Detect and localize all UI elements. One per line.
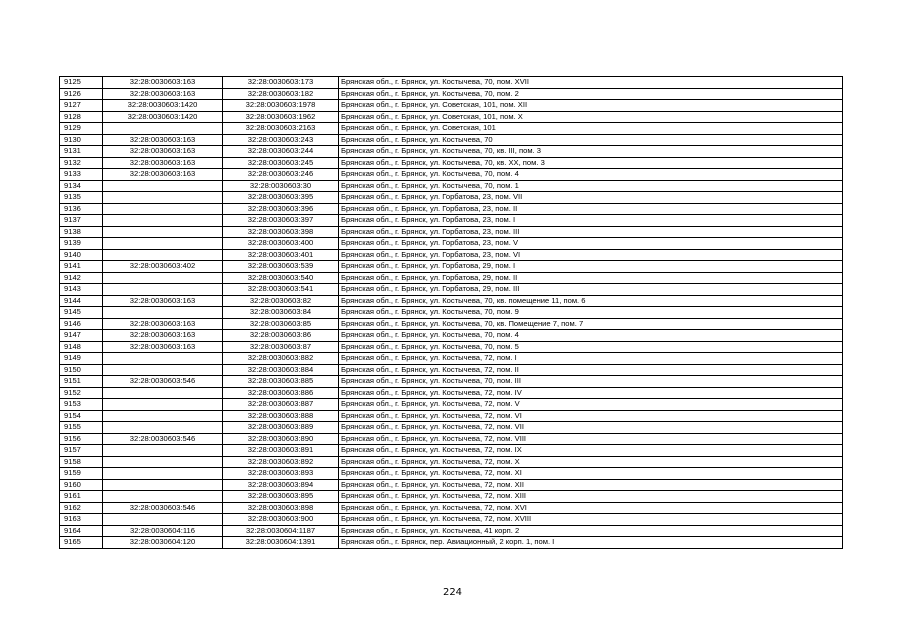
cadastral-number-cell: 32:28:0030603:891 [223,445,339,457]
row-number-cell: 9143 [60,284,103,296]
cadastral-number-cell: 32:28:0030603:894 [223,479,339,491]
parent-cadastral-number-cell: 32:28:0030603:1420 [103,111,223,123]
address-cell: Брянская обл., г. Брянск, ул. Костычева, 72, пом. II [339,364,843,376]
table-row [60,479,843,491]
cadastral-number-cell: 32:28:0030603:541 [223,284,339,296]
table-row [60,261,843,273]
address-cell: Брянская обл., г. Брянск, ул. Костычева, 72, пом. V [339,399,843,411]
parent-cadastral-number-cell [103,192,223,204]
parent-cadastral-number-cell [103,387,223,399]
address-cell: Брянская обл., г. Брянск, ул. Горбатова, 23, пом. VII [339,192,843,204]
address-cell: Брянская обл., г. Брянск, ул. Костычева, 72, пом. I [339,353,843,365]
row-number-cell: 9135 [60,192,103,204]
row-number-cell: 9149 [60,353,103,365]
table-row [60,514,843,526]
cadastral-number-cell: 32:28:0030603:889 [223,422,339,434]
cadastral-number-cell: 32:28:0030603:539 [223,261,339,273]
row-number-cell: 9164 [60,525,103,537]
parent-cadastral-number-cell [103,399,223,411]
row-number-cell: 9145 [60,307,103,319]
table-row [60,525,843,537]
table-row [60,445,843,457]
cadastral-number-cell: 32:28:0030603:243 [223,134,339,146]
table-row [60,180,843,192]
address-cell: Брянская обл., г. Брянск, ул. Горбатова, 29, пом. II [339,272,843,284]
cadastral-number-cell: 32:28:0030603:895 [223,491,339,503]
cadastral-number-cell: 32:28:0030603:397 [223,215,339,227]
parent-cadastral-number-cell: 32:28:0030603:163 [103,77,223,89]
table-row [60,192,843,204]
parent-cadastral-number-cell: 32:28:0030603:546 [103,502,223,514]
table-row [60,422,843,434]
row-number-cell: 9137 [60,215,103,227]
cadastral-number-cell: 32:28:0030604:1391 [223,537,339,549]
cadastral-number-cell: 32:28:0030603:246 [223,169,339,181]
cadastral-number-cell: 32:28:0030603:898 [223,502,339,514]
address-cell: Брянская обл., г. Брянск, ул. Костычева, 72, пом. VI [339,410,843,422]
cadastral-table [59,76,843,549]
row-number-cell: 9148 [60,341,103,353]
table-row [60,238,843,250]
row-number-cell: 9158 [60,456,103,468]
row-number-cell: 9136 [60,203,103,215]
row-number-cell: 9139 [60,238,103,250]
row-number-cell: 9163 [60,514,103,526]
table-row [60,134,843,146]
cadastral-number-cell: 32:28:0030603:887 [223,399,339,411]
cadastral-number-cell: 32:28:0030603:182 [223,88,339,100]
parent-cadastral-number-cell: 32:28:0030603:1420 [103,100,223,112]
table-row [60,169,843,181]
row-number-cell: 9132 [60,157,103,169]
address-cell: Брянская обл., г. Брянск, ул. Костычева, 70, кв. III, пом. 3 [339,146,843,158]
table-row [60,284,843,296]
table-row [60,307,843,319]
parent-cadastral-number-cell [103,364,223,376]
parent-cadastral-number-cell [103,238,223,250]
row-number-cell: 9138 [60,226,103,238]
address-cell: Брянская обл., г. Брянск, ул. Горбатова, 23, пом. V [339,238,843,250]
address-cell: Брянская обл., г. Брянск, ул. Костычева, 70 [339,134,843,146]
row-number-cell: 9133 [60,169,103,181]
cadastral-number-cell: 32:28:0030604:1187 [223,525,339,537]
table-row [60,111,843,123]
cadastral-number-cell: 32:28:0030603:87 [223,341,339,353]
address-cell: Брянская обл., г. Брянск, ул. Горбатова, 29, пом. III [339,284,843,296]
row-number-cell: 9161 [60,491,103,503]
parent-cadastral-number-cell [103,203,223,215]
table-row [60,203,843,215]
parent-cadastral-number-cell [103,180,223,192]
row-number-cell: 9126 [60,88,103,100]
parent-cadastral-number-cell: 32:28:0030603:402 [103,261,223,273]
parent-cadastral-number-cell [103,445,223,457]
table-row [60,376,843,388]
table-row [60,318,843,330]
cadastral-number-cell: 32:28:0030603:396 [223,203,339,215]
address-cell: Брянская обл., г. Брянск, ул. Костычева, 41 корп. 2 [339,525,843,537]
table-row [60,502,843,514]
table-row [60,77,843,89]
row-number-cell: 9146 [60,318,103,330]
parent-cadastral-number-cell [103,491,223,503]
row-number-cell: 9128 [60,111,103,123]
cadastral-number-cell: 32:28:0030603:401 [223,249,339,261]
table-row [60,353,843,365]
parent-cadastral-number-cell [103,468,223,480]
address-cell: Брянская обл., г. Брянск, ул. Костычева, 70, пом. 4 [339,169,843,181]
address-cell: Брянская обл., г. Брянск, ул. Костычева, 70, пом. 5 [339,341,843,353]
table-row [60,146,843,158]
parent-cadastral-number-cell: 32:28:0030603:163 [103,157,223,169]
table-row [60,387,843,399]
parent-cadastral-number-cell: 32:28:0030603:163 [103,146,223,158]
table-row [60,272,843,284]
address-cell: Брянская обл., г. Брянск, ул. Костычева, 72, пом. IX [339,445,843,457]
table-row [60,537,843,549]
row-number-cell: 9153 [60,399,103,411]
table-row [60,364,843,376]
cadastral-number-cell: 32:28:0030603:882 [223,353,339,365]
row-number-cell: 9162 [60,502,103,514]
table-row [60,249,843,261]
table-row [60,491,843,503]
cadastral-number-cell: 32:28:0030603:1962 [223,111,339,123]
address-cell: Брянская обл., г. Брянск, ул. Костычева, 70, кв. помещение 11, пом. 6 [339,295,843,307]
table-row [60,215,843,227]
parent-cadastral-number-cell [103,307,223,319]
cadastral-number-cell: 32:28:0030603:892 [223,456,339,468]
address-cell: Брянская обл., г. Брянск, ул. Костычева, 70, пом. III [339,376,843,388]
address-cell: Брянская обл., г. Брянск, ул. Костычева, 70, пом. 1 [339,180,843,192]
row-number-cell: 9144 [60,295,103,307]
parent-cadastral-number-cell [103,456,223,468]
row-number-cell: 9147 [60,330,103,342]
parent-cadastral-number-cell: 32:28:0030603:546 [103,433,223,445]
cadastral-number-cell: 32:28:0030603:395 [223,192,339,204]
address-cell: Брянская обл., г. Брянск, ул. Костычева, 72, пом. X [339,456,843,468]
cadastral-number-cell: 32:28:0030603:30 [223,180,339,192]
row-number-cell: 9140 [60,249,103,261]
table-row [60,100,843,112]
parent-cadastral-number-cell [103,284,223,296]
address-cell: Брянская обл., г. Брянск, ул. Костычева, 72, пом. XII [339,479,843,491]
cadastral-number-cell: 32:28:0030603:890 [223,433,339,445]
cadastral-number-cell: 32:28:0030603:84 [223,307,339,319]
parent-cadastral-number-cell [103,422,223,434]
row-number-cell: 9156 [60,433,103,445]
cadastral-number-cell: 32:28:0030603:86 [223,330,339,342]
address-cell: Брянская обл., г. Брянск, ул. Костычева, 70, пом. 9 [339,307,843,319]
cadastral-number-cell: 32:28:0030603:400 [223,238,339,250]
parent-cadastral-number-cell [103,249,223,261]
cadastral-number-cell: 32:28:0030603:85 [223,318,339,330]
cadastral-number-cell: 32:28:0030603:245 [223,157,339,169]
cadastral-number-cell: 32:28:0030603:244 [223,146,339,158]
address-cell: Брянская обл., г. Брянск, ул. Советская, 101 [339,123,843,135]
cadastral-number-cell: 32:28:0030603:900 [223,514,339,526]
parent-cadastral-number-cell: 32:28:0030604:116 [103,525,223,537]
address-cell: Брянская обл., г. Брянск, ул. Советская, 101, пом. X [339,111,843,123]
row-number-cell: 9141 [60,261,103,273]
cadastral-number-cell: 32:28:0030603:885 [223,376,339,388]
row-number-cell: 9130 [60,134,103,146]
cadastral-number-cell: 32:28:0030603:893 [223,468,339,480]
parent-cadastral-number-cell [103,123,223,135]
parent-cadastral-number-cell: 32:28:0030603:546 [103,376,223,388]
table-row [60,330,843,342]
table-body [60,77,843,549]
parent-cadastral-number-cell: 32:28:0030603:163 [103,330,223,342]
table-row [60,456,843,468]
address-cell: Брянская обл., г. Брянск, ул. Костычева, 72, пом. VIII [339,433,843,445]
row-number-cell: 9134 [60,180,103,192]
parent-cadastral-number-cell [103,514,223,526]
cadastral-number-cell: 32:28:0030603:884 [223,364,339,376]
row-number-cell: 9165 [60,537,103,549]
address-cell: Брянская обл., г. Брянск, ул. Горбатова, 23, пом. II [339,203,843,215]
cadastral-number-cell: 32:28:0030603:173 [223,77,339,89]
cadastral-number-cell: 32:28:0030603:1978 [223,100,339,112]
parent-cadastral-number-cell: 32:28:0030604:120 [103,537,223,549]
parent-cadastral-number-cell: 32:28:0030603:163 [103,295,223,307]
table-row [60,399,843,411]
address-cell: Брянская обл., г. Брянск, ул. Горбатова, 23, пом. III [339,226,843,238]
row-number-cell: 9142 [60,272,103,284]
cadastral-number-cell: 32:28:0030603:82 [223,295,339,307]
row-number-cell: 9157 [60,445,103,457]
row-number-cell: 9155 [60,422,103,434]
table-row [60,226,843,238]
address-cell: Брянская обл., г. Брянск, ул. Горбатова, 23, пом. I [339,215,843,227]
row-number-cell: 9159 [60,468,103,480]
table-row [60,410,843,422]
parent-cadastral-number-cell [103,353,223,365]
address-cell: Брянская обл., г. Брянск, ул. Костычева, 70, кв. Помещение 7, пом. 7 [339,318,843,330]
address-cell: Брянская обл., г. Брянск, ул. Костычева, 70, пом. 2 [339,88,843,100]
cadastral-number-cell: 32:28:0030603:888 [223,410,339,422]
row-number-cell: 9154 [60,410,103,422]
parent-cadastral-number-cell [103,479,223,491]
address-cell: Брянская обл., г. Брянск, ул. Костычева, 72, пом. XVI [339,502,843,514]
address-cell: Брянская обл., г. Брянск, ул. Костычева, 72, пом. XIII [339,491,843,503]
address-cell: Брянская обл., г. Брянск, ул. Костычева, 72, пом. VII [339,422,843,434]
cadastral-number-cell: 32:28:0030603:398 [223,226,339,238]
address-cell: Брянская обл., г. Брянск, ул. Костычева, 72, пом. IV [339,387,843,399]
row-number-cell: 9125 [60,77,103,89]
address-cell: Брянская обл., г. Брянск, ул. Советская, 101, пом. XII [339,100,843,112]
row-number-cell: 9152 [60,387,103,399]
cadastral-number-cell: 32:28:0030603:540 [223,272,339,284]
address-cell: Брянская обл., г. Брянск, ул. Горбатова, 23, пом. VI [339,249,843,261]
row-number-cell: 9131 [60,146,103,158]
parent-cadastral-number-cell: 32:28:0030603:163 [103,134,223,146]
row-number-cell: 9150 [60,364,103,376]
parent-cadastral-number-cell [103,272,223,284]
table-row [60,88,843,100]
parent-cadastral-number-cell: 32:28:0030603:163 [103,88,223,100]
table-row [60,433,843,445]
page-number: 224 [442,587,463,598]
address-cell: Брянская обл., г. Брянск, ул. Костычева, 70, пом. XVII [339,77,843,89]
address-cell: Брянская обл., г. Брянск, пер. Авиационный, 2 корп. 1, пом. I [339,537,843,549]
table-row [60,341,843,353]
address-cell: Брянская обл., г. Брянск, ул. Костычева, 72, пом. XI [339,468,843,480]
address-cell: Брянская обл., г. Брянск, ул. Горбатова, 29, пом. I [339,261,843,273]
row-number-cell: 9151 [60,376,103,388]
address-cell: Брянская обл., г. Брянск, ул. Костычева, 72, пом. XVIII [339,514,843,526]
parent-cadastral-number-cell: 32:28:0030603:163 [103,341,223,353]
row-number-cell: 9129 [60,123,103,135]
parent-cadastral-number-cell [103,410,223,422]
row-number-cell: 9127 [60,100,103,112]
table-row [60,295,843,307]
table-row [60,157,843,169]
cadastral-number-cell: 32:28:0030603:2163 [223,123,339,135]
parent-cadastral-number-cell [103,215,223,227]
address-cell: Брянская обл., г. Брянск, ул. Костычева, 70, кв. XX, пом. 3 [339,157,843,169]
table-row [60,123,843,135]
row-number-cell: 9160 [60,479,103,491]
cadastral-number-cell: 32:28:0030603:886 [223,387,339,399]
parent-cadastral-number-cell: 32:28:0030603:163 [103,318,223,330]
parent-cadastral-number-cell: 32:28:0030603:163 [103,169,223,181]
address-cell: Брянская обл., г. Брянск, ул. Костычева, 70, пом. 4 [339,330,843,342]
table-row [60,468,843,480]
parent-cadastral-number-cell [103,226,223,238]
